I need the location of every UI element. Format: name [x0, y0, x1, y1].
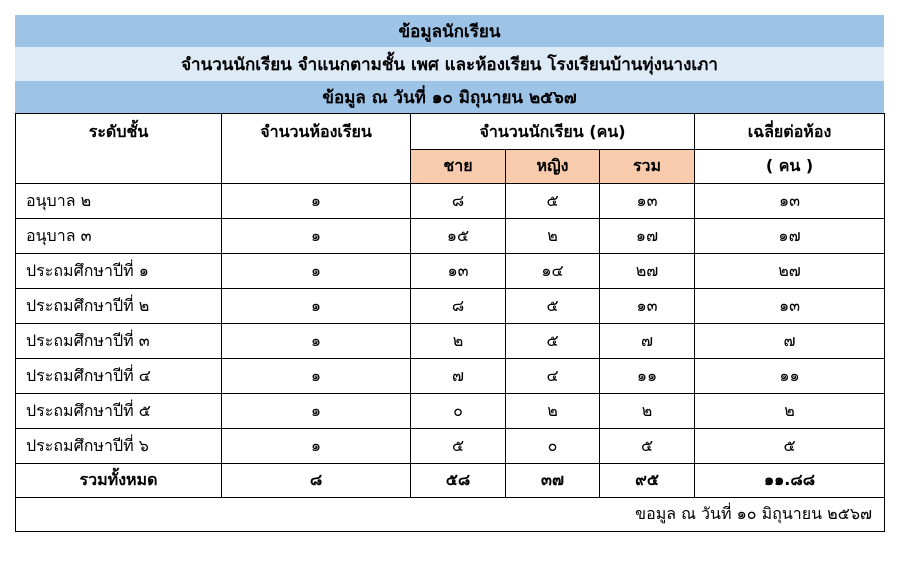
row-avg: ๑๑ [695, 359, 885, 394]
footer-row [16, 498, 885, 532]
row-female: ๕ [506, 184, 600, 219]
row-total: ๑๓ [600, 289, 695, 324]
row-rooms: ๑ [222, 359, 411, 394]
row-female: ๑๔ [506, 254, 600, 289]
row-level: ประถมศึกษาปีที่ ๖ [16, 429, 222, 464]
col-header-rooms: จำนวนห้องเรียน [222, 114, 411, 184]
row-total: ๑๗ [600, 219, 695, 254]
row-avg: ๒๗ [695, 254, 885, 289]
row-female: ๔ [506, 359, 600, 394]
row-rooms: ๑ [222, 254, 411, 289]
totals-avg: ๑๑.๘๘ [695, 464, 885, 498]
row-total: ๑๑ [600, 359, 695, 394]
row-avg: ๕ [695, 429, 885, 464]
sheet-subtitle: จำนวนนักเรียน จำแนกตามชั้น เพศ และห้องเรียน โรงเรียนบ้านทุ่งนางเภา [15, 47, 884, 81]
row-level: อนุบาล ๓ [16, 219, 222, 254]
row-male: ๗ [411, 359, 506, 394]
row-male: ๘ [411, 184, 506, 219]
col-header-avg-unit: ( คน ) [695, 150, 885, 184]
row-level: ประถมศึกษาปีที่ ๑ [16, 254, 222, 289]
row-level: ประถมศึกษาปีที่ ๕ [16, 394, 222, 429]
row-total: ๒ [600, 394, 695, 429]
table-row [16, 289, 885, 324]
table-row [16, 254, 885, 289]
student-data-sheet [15, 15, 884, 532]
row-male: ๑๕ [411, 219, 506, 254]
row-male: ๕ [411, 429, 506, 464]
footer-note: ขอมูล ณ วันที่ ๑๐ มิถุนายน ๒๕๖๗ [16, 498, 885, 532]
totals-rooms: ๘ [222, 464, 411, 498]
row-rooms: ๑ [222, 429, 411, 464]
table-row [16, 219, 885, 254]
col-header-female: หญิง [506, 150, 600, 184]
table-row [16, 324, 885, 359]
student-table [15, 113, 885, 532]
row-avg: ๑๓ [695, 184, 885, 219]
totals-male: ๕๘ [411, 464, 506, 498]
col-header-avg: เฉลี่ยต่อห้อง [695, 114, 885, 150]
row-total: ๒๗ [600, 254, 695, 289]
row-level: อนุบาล ๒ [16, 184, 222, 219]
row-rooms: ๑ [222, 289, 411, 324]
row-male: ๘ [411, 289, 506, 324]
row-rooms: ๑ [222, 394, 411, 429]
row-female: ๒ [506, 219, 600, 254]
row-female: ๐ [506, 429, 600, 464]
row-total: ๑๓ [600, 184, 695, 219]
totals-row [16, 464, 885, 498]
col-header-male: ชาย [411, 150, 506, 184]
row-male: ๑๓ [411, 254, 506, 289]
totals-female: ๓๗ [506, 464, 600, 498]
row-rooms: ๑ [222, 324, 411, 359]
row-female: ๕ [506, 324, 600, 359]
totals-total: ๙๕ [600, 464, 695, 498]
row-avg: ๗ [695, 324, 885, 359]
totals-label: รวมทั้งหมด [16, 464, 222, 498]
row-avg: ๒ [695, 394, 885, 429]
table-row [16, 429, 885, 464]
row-male: ๒ [411, 324, 506, 359]
row-avg: ๑๓ [695, 289, 885, 324]
row-female: ๕ [506, 289, 600, 324]
row-total: ๕ [600, 429, 695, 464]
col-header-level: ระดับชั้น [16, 114, 222, 184]
row-male: ๐ [411, 394, 506, 429]
sheet-date-line: ข้อมูล ณ วันที่ ๑๐ มิถุนายน ๒๕๖๗ [15, 81, 884, 113]
col-header-total: รวม [600, 150, 695, 184]
row-rooms: ๑ [222, 184, 411, 219]
row-avg: ๑๗ [695, 219, 885, 254]
row-rooms: ๑ [222, 219, 411, 254]
row-level: ประถมศึกษาปีที่ ๔ [16, 359, 222, 394]
row-level: ประถมศึกษาปีที่ ๒ [16, 289, 222, 324]
row-total: ๗ [600, 324, 695, 359]
table-row [16, 184, 885, 219]
table-row [16, 359, 885, 394]
table-row [16, 394, 885, 429]
row-level: ประถมศึกษาปีที่ ๓ [16, 324, 222, 359]
sheet-title: ข้อมูลนักเรียน [15, 15, 884, 47]
row-female: ๒ [506, 394, 600, 429]
col-header-students: จำนวนนักเรียน (คน) [411, 114, 695, 150]
